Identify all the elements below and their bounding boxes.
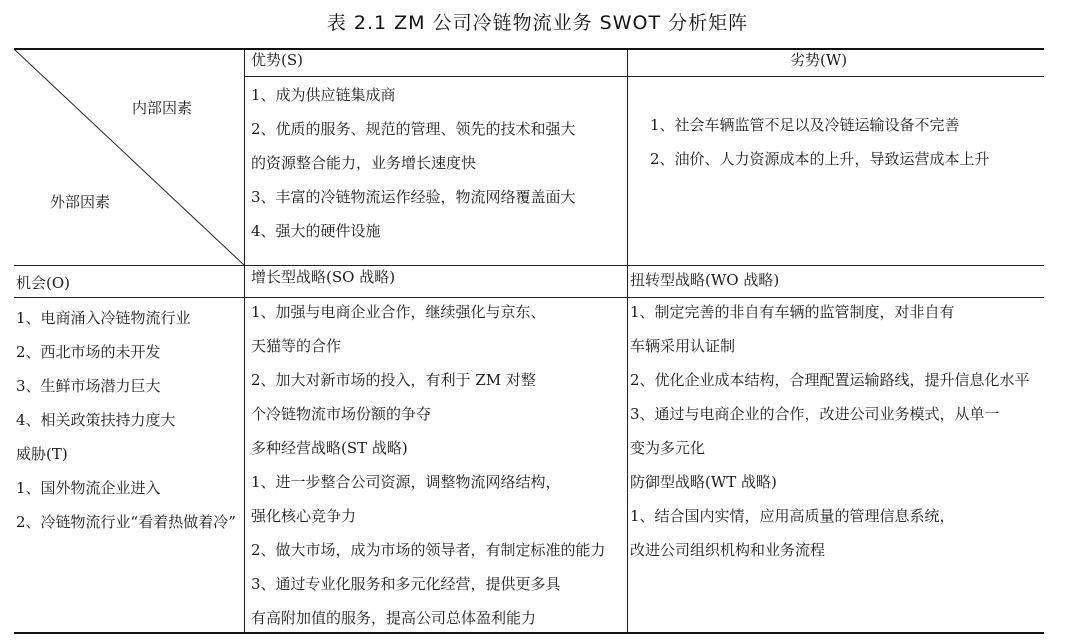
list-item: 4、相关政策扶持力度大: [16, 411, 176, 429]
inner-factors-label: 内部因素: [132, 99, 193, 117]
table-title: 表 2.1 ZM 公司冷链物流业务 SWOT 分析矩阵: [326, 12, 749, 34]
outer-factors-label: 外部因素: [50, 193, 111, 211]
list-item: 1、制定完善的非自有车辆的监管制度，对非自有: [630, 303, 955, 321]
list-item: 2、西北市场的未开发: [16, 343, 161, 361]
list-item: 1、国外物流企业进入: [16, 479, 161, 497]
opportunities-header: 机会(O): [16, 274, 71, 292]
list-item: 2、优质的服务、规范的管理、领先的技术和强大: [251, 120, 576, 138]
weaknesses-list: [650, 108, 990, 176]
list-item: 车辆采用认证制: [630, 337, 736, 355]
wo-wt-strategies-list: [630, 295, 1030, 567]
strengths-header: 优势(S): [251, 51, 303, 69]
wt-strategy-header: 防御型战略(WT 战略): [630, 473, 777, 491]
list-item: 1、成为供应链集成商: [251, 86, 396, 104]
list-item: 1、加强与电商企业合作，继续强化与京东、: [251, 303, 546, 321]
strengths-list: [251, 78, 576, 248]
list-item: 1、进一步整合公司资源，调整物流网络结构，: [251, 473, 561, 491]
list-item: 3、通过专业化服务和多元化经营，提供更多具: [251, 575, 561, 593]
weaknesses-header: 劣势(W): [790, 51, 848, 69]
list-item: 天猫等的合作: [251, 337, 342, 355]
list-item: 强化核心竞争力: [251, 507, 357, 525]
list-item: 有高附加值的服务，提高公司总体盈利能力: [251, 609, 537, 627]
st-strategy-header: 多种经营战略(ST 战略): [251, 439, 408, 457]
list-item: 4、强大的硬件设施: [251, 222, 381, 240]
so-strategy-header: 增长型战略(SO 战略): [251, 268, 396, 286]
list-item: 的资源整合能力，业务增长速度快: [251, 154, 477, 172]
list-item: 2、优化企业成本结构，合理配置运输路线，提升信息化水平: [630, 371, 1030, 389]
list-item: 个冷链物流市场份额的争夺: [251, 405, 432, 423]
wo-strategy-header: 扭转型战略(WO 战略): [630, 271, 780, 289]
opportunities-threats-list: [16, 301, 236, 539]
list-item: 1、结合国内实情，应用高质量的管理信息系统，: [630, 507, 955, 525]
list-item: 1、电商涌入冷链物流行业: [16, 309, 191, 327]
list-item: 3、生鲜市场潜力巨大: [16, 377, 161, 395]
list-item: 3、丰富的冷链物流运作经验，物流网络覆盖面大: [251, 188, 576, 206]
so-st-strategies-list: [251, 295, 606, 635]
list-item: 2、油价、人力资源成本的上升，导致运营成本上升: [650, 150, 990, 168]
list-item: 2、加大对新市场的投入，有利于 ZM 对整: [251, 371, 536, 389]
list-item: 3、通过与电商企业的合作，改进公司业务模式，从单一: [630, 405, 1000, 423]
threats-header: 威胁(T): [16, 445, 68, 463]
list-item: 2、做大市场，成为市场的领导者，有制定标准的能力: [251, 541, 606, 559]
list-item: 2、冷链物流行业“看着热做着冷”: [16, 513, 236, 531]
list-item: 改进公司组织机构和业务流程: [630, 541, 826, 559]
list-item: 1、社会车辆监管不足以及冷链运输设备不完善: [650, 116, 960, 134]
list-item: 变为多元化: [630, 439, 706, 457]
